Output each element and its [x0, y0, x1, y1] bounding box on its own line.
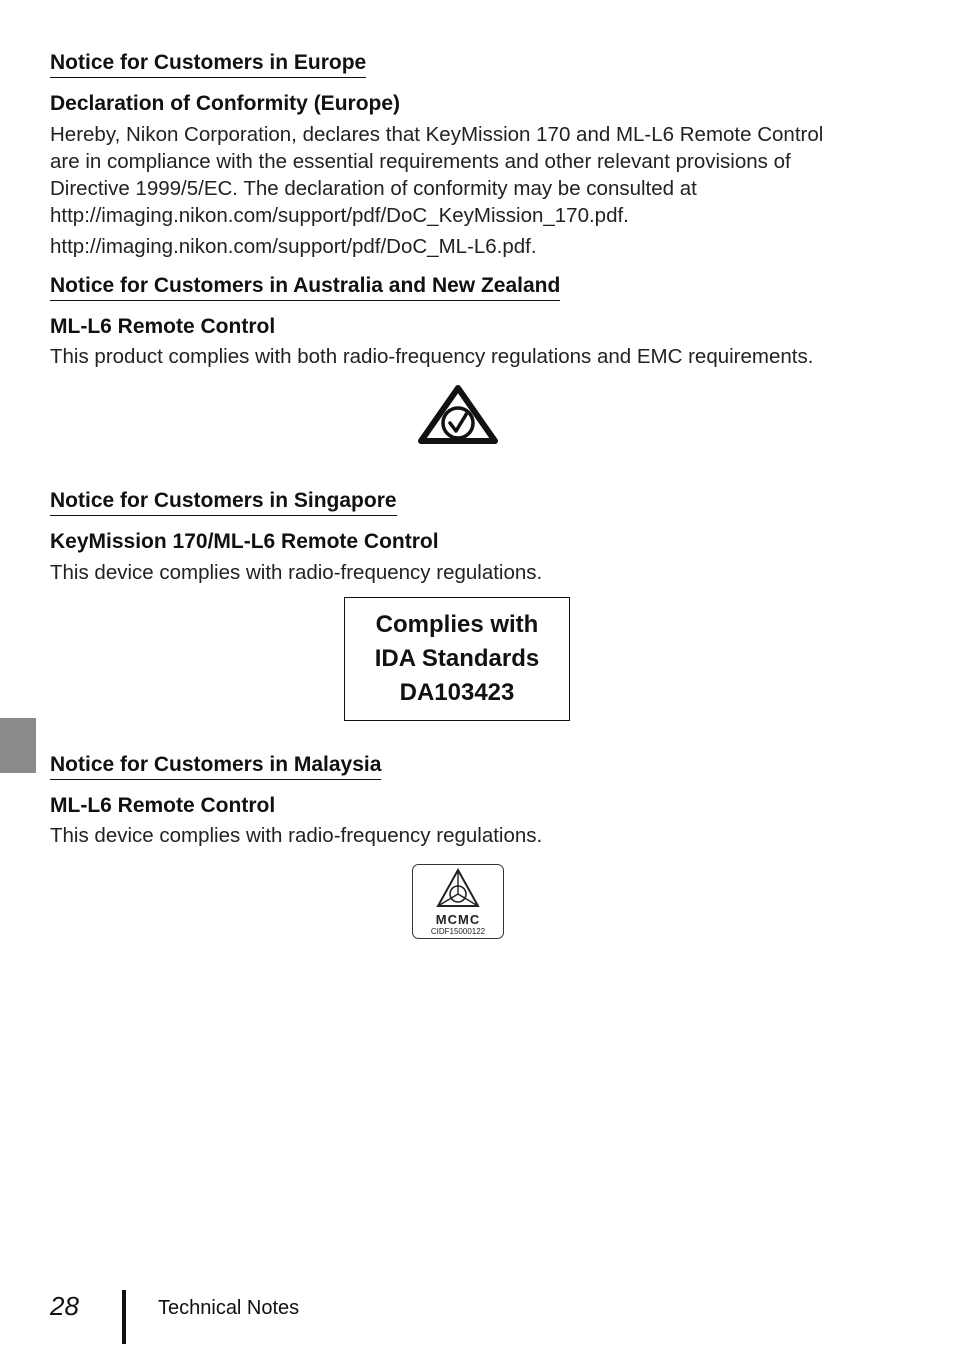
rcm-compliance-mark-icon — [416, 383, 500, 447]
ida-dealer-number: DA103423 — [399, 679, 515, 706]
ida-line-2: IDA Standards — [374, 645, 540, 672]
europe-text-line: Hereby, Nikon Corporation, declares that KeyMission 170 and ML-L6 Remote Control — [50, 123, 824, 146]
europe-section-title: Notice for Customers in Europe — [50, 50, 366, 78]
europe-declaration-heading: Declaration of Conformity (Europe) — [50, 92, 401, 115]
europe-text-line: Directive 1999/5/EC. The declaration of conformity may be consulted at — [50, 177, 697, 200]
australia-section-title: Notice for Customers in Australia and New Zealand — [50, 273, 560, 301]
footer-section-name: Technical Notes — [158, 1297, 300, 1319]
singapore-compliance-text: This device complies with radio-frequency regulations. — [50, 561, 543, 584]
mcmc-certification-mark — [412, 864, 504, 939]
chapter-side-tab — [0, 718, 36, 773]
ida-line-1: Complies with — [375, 611, 539, 638]
malaysia-compliance-text: This device complies with radio-frequency regulations. — [50, 824, 543, 847]
singapore-product-heading: KeyMission 170/ML-L6 Remote Control — [50, 530, 439, 553]
mcmc-logo-icon — [412, 864, 504, 939]
malaysia-section-title: Notice for Customers in Malaysia — [50, 752, 381, 780]
australia-compliance-text: This product complies with both radio-frequency regulations and EMC requirements. — [50, 345, 814, 368]
europe-text-line: are in compliance with the essential requirements and other relevant provisions of — [50, 150, 791, 173]
europe-declaration-text — [50, 121, 880, 229]
australia-product-heading: ML-L6 Remote Control — [50, 315, 276, 338]
singapore-section-title: Notice for Customers in Singapore — [50, 488, 397, 516]
page-number: 28 — [50, 1291, 79, 1321]
ida-standards-label — [344, 597, 570, 721]
footer-divider — [122, 1290, 126, 1344]
mcmc-certificate-code: CIDF15000122 — [430, 927, 486, 936]
mcmc-logo-text: MCMC — [435, 912, 481, 927]
europe-doc-link-keymission: http://imaging.nikon.com/support/pdf/DoC_KeyMission_170.pdf. — [50, 204, 629, 227]
europe-doc-link-ml-l6: http://imaging.nikon.com/support/pdf/DoC_ML-L6.pdf. — [50, 235, 537, 258]
malaysia-product-heading: ML-L6 Remote Control — [50, 794, 276, 817]
